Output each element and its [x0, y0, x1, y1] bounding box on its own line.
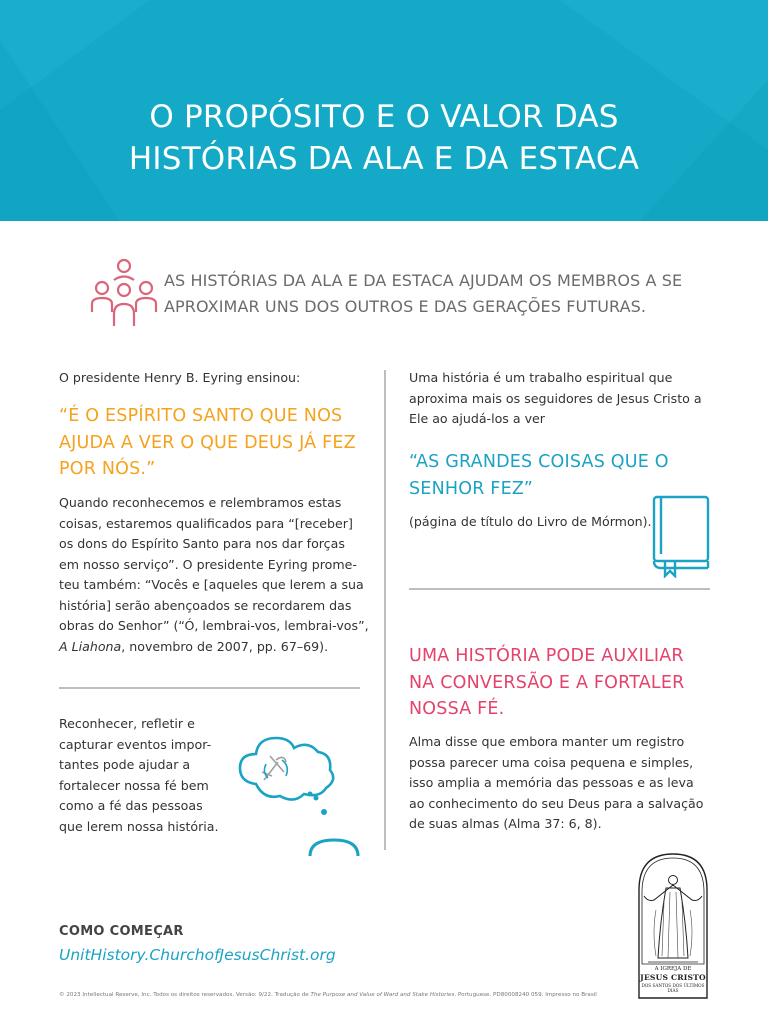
vertical-divider — [384, 370, 386, 850]
book-icon — [651, 494, 711, 578]
footer-title-italic: The Purpose and Value of Ward and Stake Histories — [310, 992, 455, 998]
church-logo — [636, 852, 710, 1000]
footer-text-b: . Portuguese. PD80008240 059. Impresso no Brasil — [454, 992, 597, 998]
intro-block — [88, 258, 728, 334]
conversion-heading — [409, 643, 709, 723]
page-title — [0, 96, 768, 180]
paragraph-line: obras do Senhor” (“Ó, lembrai-vos, lembrai-vos”, — [59, 618, 369, 633]
paragraph-line: como a fé das pessoas — [59, 798, 203, 813]
paragraph-line: coisas, estaremos qualificados para “[receber] — [59, 515, 353, 531]
paragraph-line-rest: , novembro de 2007, pp. 67–69). — [121, 638, 329, 654]
book-of-mormon-cite: (página de título do Livro de Mórmon). — [409, 514, 652, 529]
unit-history-link[interactable]: UnitHistory.ChurchofJesusChrist.org — [59, 946, 336, 964]
intro-line-1: AS HISTÓRIAS DA ALA E DA ESTACA AJUDAM OS MEMBROS A SE — [164, 271, 683, 290]
intro-line: Uma história é um trabalho espiritual que — [409, 370, 673, 385]
left-intro: O presidente Henry B. Eyring ensinou: — [59, 370, 301, 385]
header-banner — [0, 0, 768, 221]
logo-line-1: A IGREJA DE — [654, 966, 692, 972]
footer-text-a: © 2023 Intellectual Reserve, Inc. Todos os direitos reservados. Versão: 9/22. Tradução de — [59, 992, 311, 998]
alma-paragraph — [409, 732, 719, 835]
quote-line: “É O ESPÍRITO SANTO QUE NOS — [59, 406, 343, 426]
start-label: COMO COMEÇAR — [59, 924, 184, 939]
paragraph-line: de suas almas (Alma 37: 6, 8). — [409, 816, 602, 831]
paragraph-line: fortalecer nossa fé bem — [59, 777, 209, 793]
paragraph-line: tantes pode ajudar a — [59, 757, 191, 772]
intro-line: aproxima mais os seguidores de Jesus Cristo a — [409, 390, 702, 406]
right-intro — [409, 368, 719, 430]
left-paragraph — [59, 493, 369, 657]
paragraph-line — [59, 637, 369, 658]
paragraph-line: história] serão abençoados se recordarem das — [59, 597, 352, 613]
paragraph-line: que lerem nossa história. — [59, 818, 219, 834]
title-line-2: HISTÓRIAS DA ALA E DA ESTACA — [128, 141, 640, 177]
paragraph-line: Alma disse que embora manter um registro — [409, 734, 685, 749]
logo-line-2: JESUS CRISTO — [640, 973, 706, 982]
paragraph-line: possa parecer uma coisa pequena e simples, — [409, 754, 694, 770]
quote-line: “AS GRANDES COISAS QUE O — [409, 452, 669, 472]
thought-bubble-icon — [234, 732, 360, 856]
liahona-italic: A Liahona — [59, 638, 122, 654]
heading-line: NA CONVERSÃO E A FORTALER — [409, 672, 685, 693]
intro-text — [164, 268, 734, 320]
title-line-1: O PROPÓSITO E O VALOR DAS — [149, 99, 619, 135]
quote-line: POR NÓS.” — [59, 459, 156, 479]
logo-line-3: DOS SANTOS DOS ÚLTIMOS DIAS — [641, 983, 705, 993]
left-horizontal-divider — [59, 687, 360, 689]
paragraph-line: isso amplia a memória das pessoas e as leva — [409, 775, 694, 790]
paragraph-line: teu também: “Vocês e [aqueles que lerem a sua — [59, 577, 364, 592]
paragraph-line: capturar eventos impor- — [59, 736, 212, 752]
right-horizontal-divider — [409, 588, 710, 590]
heading-line: UMA HISTÓRIA PODE AUXILIAR — [409, 646, 684, 666]
paragraph-line: os dons do Espírito Santo para nos dar forças — [59, 536, 345, 551]
intro-line-2: APROXIMAR UNS DOS OUTROS E DAS GERAÇÕES FUTURAS. — [164, 297, 647, 316]
quote-line: AJUDA A VER O QUE DEUS JÁ FEZ — [59, 432, 356, 453]
paragraph-line: em nosso serviço”. O presidente Eyring prome- — [59, 556, 357, 572]
intro-line: Ele ao ajudá-los a ver — [409, 411, 545, 426]
paragraph-line: Quando reconhecemos e relembramos estas — [59, 495, 342, 510]
people-group-icon — [88, 258, 160, 334]
paragraph-line: ao conhecimento do seu Deus para a salvação — [409, 795, 704, 811]
quote-line: SENHOR FEZ” — [409, 478, 533, 499]
heading-line: NOSSA FÉ. — [409, 699, 505, 719]
paragraph-line: Reconhecer, refletir e — [59, 716, 195, 731]
left-paragraph-2 — [59, 714, 239, 837]
copyright-footer — [59, 992, 639, 998]
eyring-quote — [59, 403, 359, 483]
